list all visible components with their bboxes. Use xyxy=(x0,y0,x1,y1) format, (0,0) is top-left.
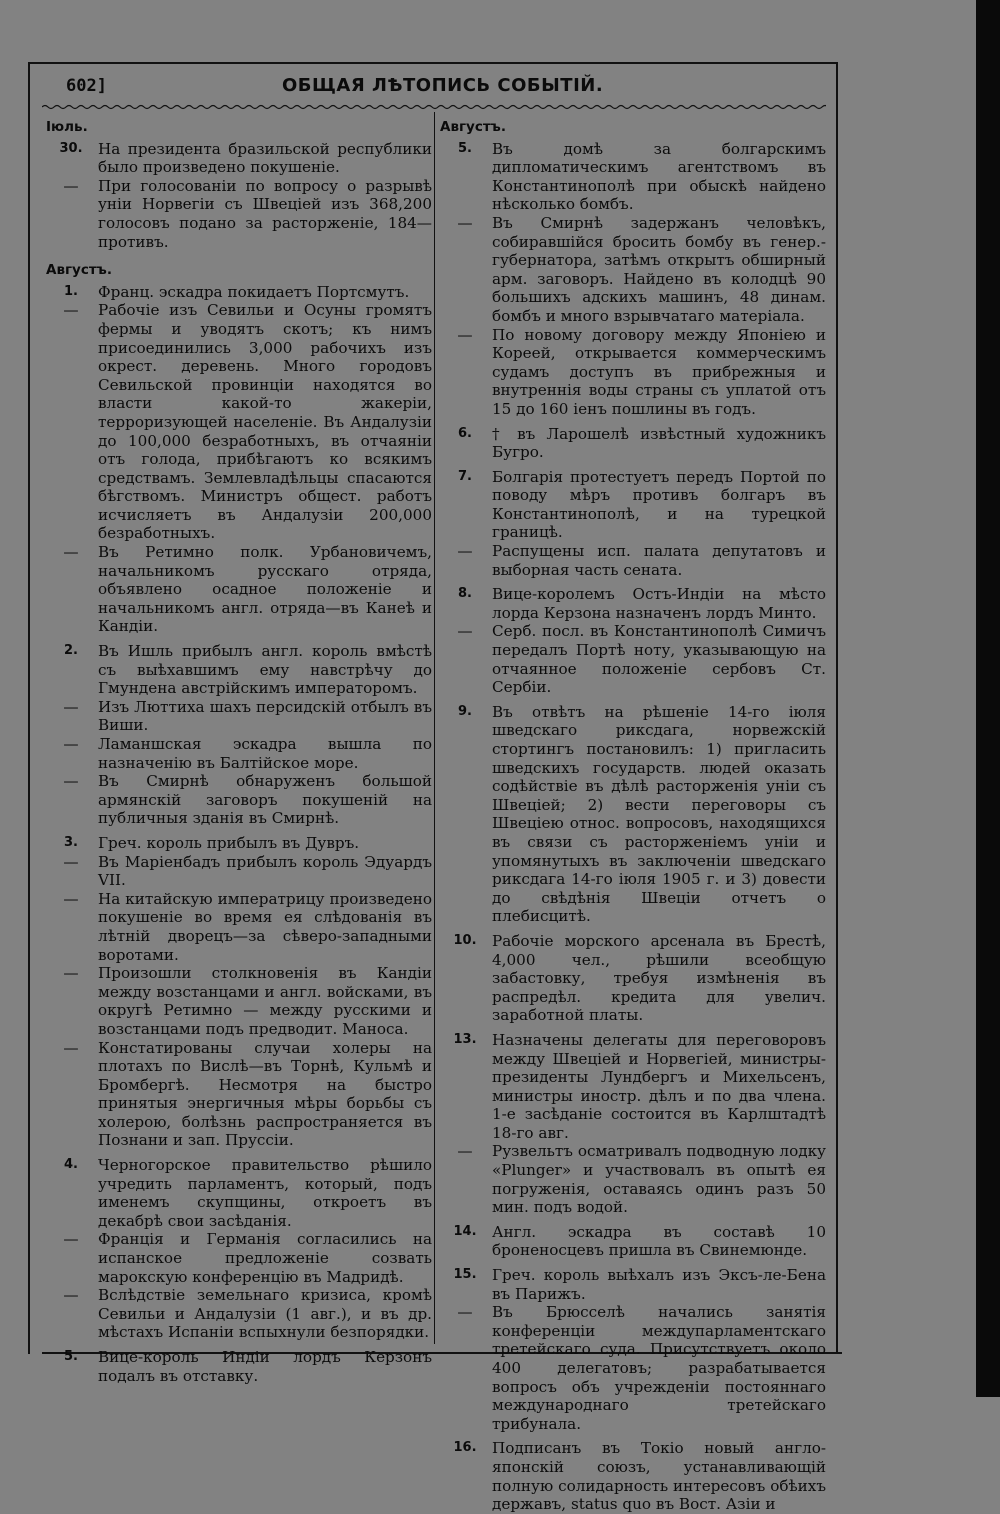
chronicle-entry xyxy=(440,1223,826,1260)
chronicle-entry xyxy=(440,932,826,1025)
chronicle-entry xyxy=(440,326,826,419)
chronicle-entry xyxy=(440,542,826,579)
entry-text: Вице-король Индіи лордъ Керзонъ подалъ въ отставку. xyxy=(98,1348,432,1385)
chronicle-entry xyxy=(440,140,826,214)
right-column xyxy=(440,118,826,1514)
header-wavy-rule xyxy=(42,104,826,110)
left-column xyxy=(46,118,432,1385)
entry-date: 4. xyxy=(64,1157,78,1173)
chronicle-entry xyxy=(46,543,432,636)
chronicle-entry xyxy=(440,468,826,542)
entry-dash: — xyxy=(63,772,79,791)
entry-dash: — xyxy=(63,301,79,320)
chronicle-entry xyxy=(46,890,432,964)
entry-dash: — xyxy=(63,964,79,983)
entry-date: 1. xyxy=(64,283,78,299)
entry-date: 30. xyxy=(59,140,83,156)
chronicle-entry xyxy=(440,1031,826,1143)
month-heading: Августъ. xyxy=(440,119,506,135)
entry-text: Въ Ретимно полк. Урбановичемъ, начальникомъ русскаго отряда, объявлено осадное положеніе и начальникомъ англ. отряда—въ Канеѣ и Кандіи. xyxy=(98,543,432,636)
chronicle-entry xyxy=(46,964,432,1038)
chronicle-entry xyxy=(440,585,826,622)
chronicle-entry xyxy=(440,703,826,926)
entry-text: Греч. король выѣхалъ изъ Эксъ-ле-Бена въ Парижъ. xyxy=(492,1266,826,1303)
chronicle-entry xyxy=(46,1286,432,1342)
entry-date: 2. xyxy=(64,643,78,659)
entry-text: Франція и Германія согласились на испанское предложеніе созвать марокскую конференцію въ Мадридѣ. xyxy=(98,1230,432,1286)
chronicle-entry xyxy=(440,1303,826,1433)
entry-date: 15. xyxy=(453,1267,477,1283)
entry-text: Въ Смирнѣ задержанъ человѣкъ, собиравшійся бросить бомбу въ генер.-губернатора, затѣмъ открытъ обширный арм. заговоръ. Найдено въ колодцѣ 90 большихъ адскихъ машинъ, 48 динам. бомбъ и много взрывчатаго матеріала. xyxy=(492,213,826,325)
chronicle-entry xyxy=(440,1439,826,1513)
entry-text: Греч. король прибылъ въ Дувръ. xyxy=(98,833,360,852)
chronicle-entry xyxy=(440,425,826,462)
entry-dash: — xyxy=(457,325,473,344)
entry-text: Произошли столкновенія въ Кандіи между возстанцами и англ. войсками, въ округѣ Ретимно — между русскими и возстанцами подъ предводит. Маноса. xyxy=(98,964,432,1038)
entry-date: 14. xyxy=(453,1223,477,1239)
entry-text: Констатированы случаи холеры на плотахъ по Вислѣ—въ Торнѣ, Кульмѣ и Бромбергѣ. Несмотря на быстро принятыя энергичныя мѣры борьбы съ холерою, болѣзнь распространяется въ Познани и зап. Пруссіи. xyxy=(98,1038,432,1150)
entry-date: 7. xyxy=(458,468,472,484)
entry-text: На президента бразильской республики было произведено покушеніе. xyxy=(98,139,432,177)
entry-dash: — xyxy=(457,542,473,561)
entry-text: На китайскую императрицу произведено покушеніе во время ея слѣдованія въ лѣтній дворецъ—за сѣверо-западными воротами. xyxy=(98,889,432,964)
chronicle-entry xyxy=(440,1266,826,1303)
entry-text: Рузвельтъ осматривалъ подводную лодку «Plunger» и участвовалъ въ опытѣ ея погруженія, оставаясь одинъ разъ 50 мин. подъ водой. xyxy=(492,1142,826,1217)
chronicle-entry xyxy=(46,1230,432,1286)
entry-text: Назначены делегаты для переговоровъ между Швеціей и Норвегіей, министры-президенты Лундбергъ и Михельсенъ, министры иностр. дѣлъ и по два члена. 1-е засѣданіе состоится въ Карлштадтѣ 18-го авг. xyxy=(492,1030,826,1142)
entry-text: Въ Смирнѣ обнаруженъ большой армянскій заговоръ покушеній на публичныя зданія въ Смирнѣ. xyxy=(98,772,432,828)
entry-text: Англ. эскадра въ составѣ 10 броненосцевъ пришла въ Свинемюнде. xyxy=(492,1222,826,1260)
entry-date: 5. xyxy=(458,140,472,156)
entry-text: Распущены исп. палата депутатовъ и выборная часть сената. xyxy=(492,542,826,579)
entry-text: Болгарія протестуетъ передъ Портой по поводу мѣръ противъ болгаръ въ Константинополѣ, и на турецкой границѣ. xyxy=(492,467,826,542)
entry-text: Въ домѣ за болгарскимъ дипломатическимъ агентствомъ въ Константинополѣ при обыскѣ найдено нѣсколько бомбъ. xyxy=(492,139,826,214)
entry-date: 13. xyxy=(453,1031,477,1047)
entry-text: Въ отвѣтъ на рѣшеніе 14-го іюля шведскаго риксдага, норвежскій стортингъ постановилъ: 1) пригласить шведскихъ государств. людей оказать содѣйствіе въ дѣлѣ расторженія уніи съ Швеціей; 2) вести переговоры съ Швеціею относ. вопросовъ, находящихся въ связи съ расторженіемъ уніи и упомянутыхъ въ заключеніи шведскаго риксдага 14-го іюля 1905 г. и 3) довести до свѣдѣнія Швеціи отчетъ о плебисцитѣ. xyxy=(492,702,826,926)
entry-dash: — xyxy=(63,1230,79,1249)
entry-date: 9. xyxy=(458,703,472,719)
entry-date: 16. xyxy=(453,1440,477,1456)
entry-text: Въ Маріенбадъ прибылъ король Эдуардъ VII. xyxy=(98,852,432,890)
entry-text: Серб. посл. въ Константинополѣ Симичъ передалъ Портѣ ноту, указывающую на отчаянное положеніе сербовъ Ст. Сербіи. xyxy=(492,622,826,697)
entry-text: При голосованіи по вопросу о разрывѣ уніи Норвегіи съ Швеціей изъ 368,200 голосовъ подано за расторженіе, 184—противъ. xyxy=(98,176,432,251)
entry-text: Въ Ишль прибылъ англ. король вмѣстѣ съ выѣхавшимъ ему навстрѣчу до Гмундена австрійскимъ императоромъ. xyxy=(98,642,432,698)
chronicle-entry xyxy=(440,1142,826,1216)
entry-text: Ламаншская эскадра вышла по назначенію въ Балтійское море. xyxy=(98,735,432,772)
entry-dash: — xyxy=(63,852,79,871)
running-title: ОБЩАЯ ЛѢТОПИСЬ СОБЫТІЙ. xyxy=(282,75,604,96)
column-divider xyxy=(434,112,435,1344)
entry-text: Черногорское правительство рѣшило учредить парламентъ, который, подъ именемъ скупщины, откроетъ въ декабрѣ свои засѣданія. xyxy=(98,1156,432,1230)
entry-date: 3. xyxy=(64,834,78,850)
month-heading: Августъ. xyxy=(46,262,112,279)
chronicle-entry xyxy=(46,772,432,828)
entry-text: Въ Брюсселѣ начались занятія конференціи междупарламентскаго третейскаго суда. Присутствуетъ около 400 делегатовъ; разрабатывается вопросъ объ учрежденіи постояннаго международнаго третейскаго трибунала. xyxy=(492,1303,826,1433)
entry-text: Вице-королемъ Остъ-Индіи на мѣсто лорда Керзона назначенъ лордъ Минто. xyxy=(492,585,826,622)
month-heading: Іюль. xyxy=(46,119,88,135)
chronicle-entry xyxy=(46,301,432,543)
entry-text: По новому договору между Японіею и Кореей, открывается коммерческимъ судамъ доступъ въ прибрежныя и внутреннія воды страны съ уплатой отъ 15 до 160 іенъ пошлины въ годъ. xyxy=(492,325,826,418)
chronicle-entry xyxy=(46,1348,432,1385)
entry-text: Рабочіе морского арсенала въ Брестѣ, 4,000 чел., рѣшили всеобщую забастовку, требуя измѣненія въ распредѣл. кредита для увелич. заработной платы. xyxy=(492,931,826,1025)
entry-date: 5. xyxy=(64,1349,78,1364)
entry-dash: — xyxy=(63,543,79,562)
entry-dash: — xyxy=(63,1286,79,1305)
entry-dash: — xyxy=(63,176,79,195)
entry-text: Франц. эскадра покидаетъ Портсмутъ. xyxy=(98,282,410,301)
entry-text: Вслѣдствіе земельнаго кризиса, кромѣ Севильи и Андалузіи (1 авг.), и въ др. мѣстахъ Испаніи вспыхнули безпорядки. xyxy=(98,1286,432,1342)
chronicle-entry xyxy=(46,177,432,251)
chronicle-entry xyxy=(440,622,826,696)
chronicle-entry xyxy=(46,735,432,772)
entry-date: 10. xyxy=(453,932,477,948)
entry-dash: — xyxy=(457,622,473,641)
page-header xyxy=(60,76,830,106)
entry-dash: — xyxy=(63,735,79,753)
scan-black-edge xyxy=(976,0,1000,1397)
page-number: 602] xyxy=(66,76,107,96)
entry-dash: — xyxy=(63,1038,79,1057)
entry-dash: — xyxy=(63,697,79,716)
entry-dash: — xyxy=(457,1303,473,1322)
entry-date: 6. xyxy=(458,425,472,441)
entry-dash: — xyxy=(63,889,79,908)
entry-text: † въ Ларошелѣ извѣстный художникъ Бугро. xyxy=(492,424,826,462)
entry-text: Подписанъ въ Токіо новый англо-японскій союзъ, устанавливающій полную солидарность интересовъ обѣихъ державъ, status quo въ Вост. Азіи и xyxy=(492,1439,826,1514)
chronicle-entry xyxy=(46,853,432,890)
chronicle-entry xyxy=(46,642,432,698)
entry-date: 8. xyxy=(458,586,472,602)
chronicle-entry xyxy=(46,283,432,302)
entry-dash: — xyxy=(457,213,473,232)
chronicle-entry xyxy=(46,698,432,735)
chronicle-entry xyxy=(46,834,432,853)
entry-text: Рабочіе изъ Севильи и Осуны громятъ фермы и уводятъ скотъ; къ нимъ присоединились 3,000 рабочихъ изъ окрест. деревень. Много городовъ Севильской провинціи находятся во власти какой-то жакеріи, терроризующей населеніе. Въ Андалузіи до 100,000 безработныхъ, въ отчаяніи отъ голода, прибѣгаютъ ко всякимъ средствамъ. Землевладѣльцы спасаются бѣгствомъ. Министръ общест. работъ исчисляетъ въ Андалузіи 200,000 безработныхъ. xyxy=(98,301,432,543)
chronicle-entry xyxy=(46,1039,432,1151)
chronicle-entry xyxy=(46,1156,432,1230)
chronicle-entry xyxy=(440,214,826,326)
entry-text: Изъ Люттиха шахъ персидскій отбылъ въ Виши. xyxy=(98,697,432,735)
entry-dash: — xyxy=(457,1142,473,1161)
chronicle-entry xyxy=(46,140,432,177)
